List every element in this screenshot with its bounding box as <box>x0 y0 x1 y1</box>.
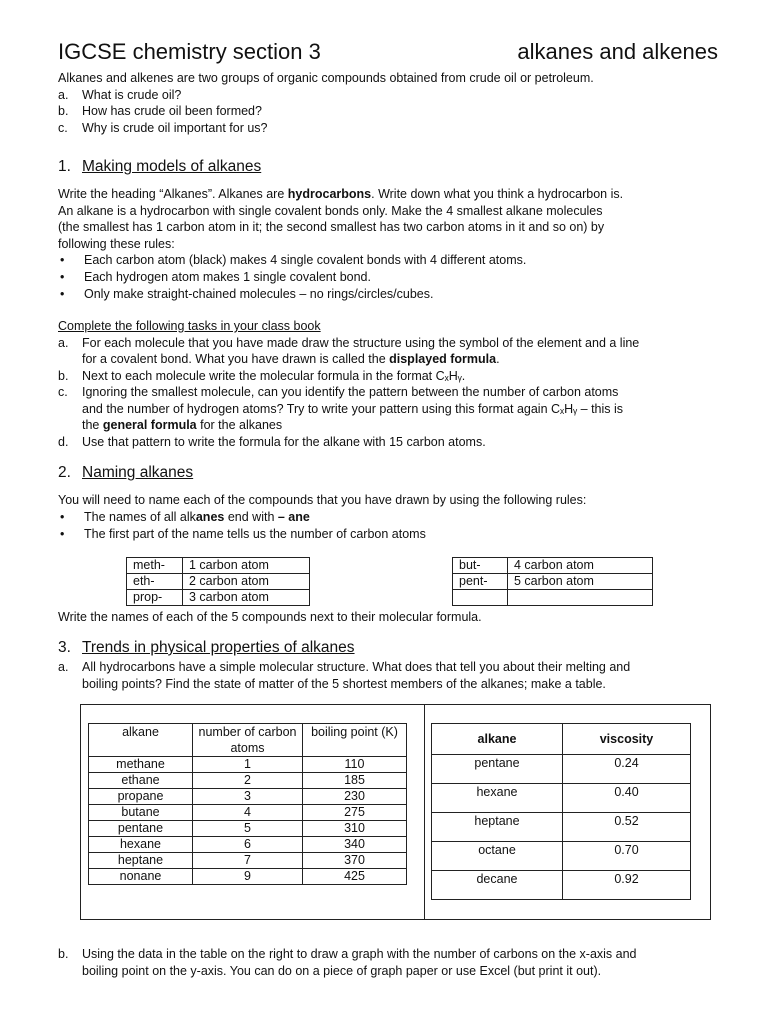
table-row <box>432 813 691 842</box>
table-cell: 0.52 <box>563 813 691 842</box>
task-heading: Complete the following tasks in your class book <box>58 319 321 333</box>
table-row <box>89 821 407 837</box>
s1-paragraph-4: following these rules: <box>58 236 175 251</box>
prefix-table-left <box>126 557 310 606</box>
intro-text: Alkanes and alkenes are two groups of organic compounds obtained from crude oil or petroleum. <box>58 71 594 85</box>
table-row <box>432 784 691 813</box>
table-cell: 3 <box>193 789 303 805</box>
table-row <box>89 773 407 789</box>
table-header-row: alkane number of carbon atoms boiling point (K) <box>89 724 407 757</box>
table-cell: heptane <box>432 813 563 842</box>
task-b: b. Next to each molecule write the molecular formula in the format CₓHᵧ. <box>58 368 466 383</box>
table-cell: 370 <box>303 853 407 869</box>
table-cell: nonane <box>89 869 193 885</box>
title-left: IGCSE chemistry section 3 <box>58 39 321 64</box>
s3-question-a: a. All hydrocarbons have a simple molecular structure. What does that tell you about their melting and boiling points? Find the state of matter of the 5 shortest members of the alkanes; make a table. <box>58 660 631 691</box>
intro-question-a: a. What is crude oil? <box>58 87 182 102</box>
table-cell: butane <box>89 805 193 821</box>
table-cell: 1 <box>193 757 303 773</box>
table-cell: heptane <box>89 853 193 869</box>
table-cell: pentane <box>432 755 563 784</box>
table-cell: 5 <box>193 821 303 837</box>
naming-rule: • The first part of the name tells us the number of carbon atoms <box>60 526 426 541</box>
table-cell: propane <box>89 789 193 805</box>
table-row <box>453 589 653 605</box>
rule-item: • Only make straight-chained molecules – no rings/circles/cubes. <box>60 287 434 301</box>
task-d: d. Use that pattern to write the formula for the alkane with 15 carbon atoms. <box>58 434 486 449</box>
table-row <box>89 805 407 821</box>
section-2-heading: 2. Naming alkanes <box>58 464 194 481</box>
s2-after: Write the names of each of the 5 compounds next to their molecular formula. <box>58 609 482 624</box>
table-cell: decane <box>432 871 563 900</box>
table-row <box>89 869 407 885</box>
table-cell: 7 <box>193 853 303 869</box>
worksheet-page <box>58 40 718 979</box>
s1-paragraph-1: Write the heading “Alkanes”. Alkanes are hydrocarbons. Write down what you think a hydrocarbon is. <box>58 187 624 201</box>
intro-question-b: b. How has crude oil been formed? <box>58 104 262 118</box>
table-cell: 110 <box>303 757 407 773</box>
table-cell: 4 <box>193 805 303 821</box>
rule-item: • Each hydrogen atom makes 1 single covalent bond. <box>60 270 371 284</box>
table-cell: 0.24 <box>563 755 691 784</box>
table-cell: hexane <box>432 784 563 813</box>
boiling-point-table <box>88 723 407 885</box>
table-cell: 6 <box>193 837 303 853</box>
table-row <box>432 755 691 784</box>
title-right: alkanes and alkenes <box>517 39 718 64</box>
s2-intro: You will need to name each of the compounds that you have drawn by using the following rules: <box>58 493 587 507</box>
table-row: meth- 1 carbon atom <box>127 557 310 573</box>
table-cell: methane <box>89 757 193 773</box>
table-row <box>89 837 407 853</box>
table-row: eth- 2 carbon atom <box>127 573 310 589</box>
task-a: a. For each molecule that you have made draw the structure using the symbol of the element and a line for a covalent bond. What you have drawn is called the displayed formula. <box>58 335 640 366</box>
naming-rule: • The names of all alkanes end with – ane <box>60 509 310 524</box>
table-row: prop- 3 carbon atom <box>127 589 310 605</box>
task-c: c. Ignoring the smallest molecule, can you identify the pattern between the number of carbon atoms and the number of hydrogen atoms? Try to write your pattern using this format again CₓHᵧ – this is the general formula for the alkanes <box>58 385 624 432</box>
table-row: but- 4 carbon atom <box>453 557 653 573</box>
rule-item: • Each carbon atom (black) makes 4 single covalent bonds with 4 different atoms. <box>60 253 527 267</box>
section-1-heading: 1. Making models of alkanes <box>58 158 262 175</box>
viscosity-table <box>431 723 691 900</box>
table-row: pent- 5 carbon atom <box>453 573 653 589</box>
s1-paragraph-3: (the smallest has 1 carbon atom in it; the second smallest has two carbon atoms in it and so on) by <box>58 220 605 234</box>
data-tables-box <box>80 704 711 920</box>
s3-question-b: b. Using the data in the table on the right to draw a graph with the number of carbons on the x-axis and boiling point on the y-axis. You can do on a piece of graph paper or use Excel (but print it out). <box>58 947 637 978</box>
prefix-table-right <box>452 557 653 606</box>
table-header-row: alkane viscosity <box>432 724 691 755</box>
table-cell: 0.70 <box>563 842 691 871</box>
table-cell: hexane <box>89 837 193 853</box>
page-title <box>58 40 718 64</box>
prefix-tables <box>58 557 718 609</box>
table-cell: pentane <box>89 821 193 837</box>
table-cell: 0.40 <box>563 784 691 813</box>
table-row <box>432 871 691 900</box>
table-row <box>89 757 407 773</box>
table-cell: 425 <box>303 869 407 885</box>
table-row <box>89 789 407 805</box>
table-cell: 0.92 <box>563 871 691 900</box>
intro-question-c: c. Why is crude oil important for us? <box>58 120 268 135</box>
table-cell: 275 <box>303 805 407 821</box>
table-cell: ethane <box>89 773 193 789</box>
section-3-heading: 3. Trends in physical properties of alkanes <box>58 639 355 656</box>
table-cell: 230 <box>303 789 407 805</box>
table-cell: 185 <box>303 773 407 789</box>
table-cell: octane <box>432 842 563 871</box>
table-cell: 9 <box>193 869 303 885</box>
table-cell: 310 <box>303 821 407 837</box>
table-row <box>432 842 691 871</box>
s1-paragraph-2: An alkane is a hydrocarbon with single covalent bonds only. Make the 4 smallest alkane molecules <box>58 203 603 218</box>
box-divider <box>424 705 425 919</box>
table-cell: 2 <box>193 773 303 789</box>
table-cell: 340 <box>303 837 407 853</box>
table-row <box>89 853 407 869</box>
